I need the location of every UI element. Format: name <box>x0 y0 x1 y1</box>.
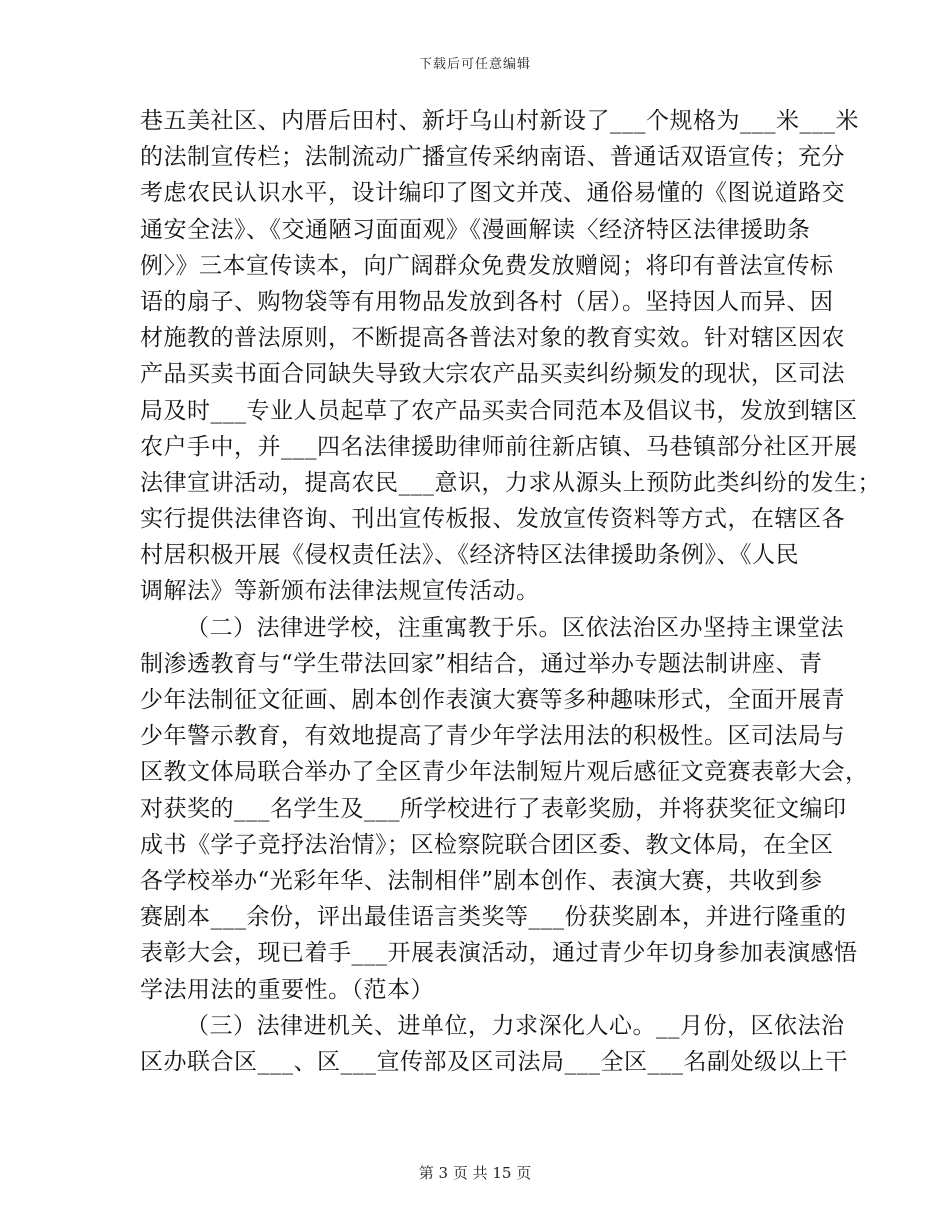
text-line: 农户手中，并___四名法律援助律师前往新店镇、马巷镇部分社区开展 <box>140 433 858 460</box>
paragraph-start-line: （三）法律进机关、进单位，力求深化人心。__月份，区依法治 <box>186 1012 845 1039</box>
text-line: 制渗透教育与“学生带法回家”相结合，通过举办专题法制讲座、青 <box>140 650 823 677</box>
text-line: 产品买卖书面合同缺失导致大宗农产品买卖纠纷频发的现状，区司法 <box>140 361 845 388</box>
text-line: 考虑农民认识水平，设计编印了图文并茂、通俗易懂的《图说道路交 <box>140 180 845 207</box>
text-line: 材施教的普法原则，不断提高各普法对象的教育实效。针对辖区因农 <box>140 325 845 352</box>
document-body <box>140 103 881 1080</box>
text-line: 实行提供法律咨询、刊出宣传板报、发放宣传资料等方式，在辖区各 <box>140 506 845 533</box>
text-line: 少年警示教育，有效地提高了青少年学法用法的积极性。区司法局与 <box>140 723 845 750</box>
text-line: 巷五美社区、内厝后田村、新圩乌山村新设了___个规格为___米___米 <box>140 108 859 134</box>
text-line: 语的扇子、购物袋等有用物品发放到各村（居）。坚持因人而异、因 <box>140 288 834 315</box>
text-line: 表彰大会，现已着手___开展表演活动，通过青少年切身参加表演感悟 <box>140 940 858 967</box>
text-line: 调解法》等新颁布法律法规宣传活动。 <box>140 578 540 605</box>
text-line: 例〉》三本宣传读本，向广阔群众免费发放赠阅；将印有普法宣传标 <box>140 252 834 279</box>
page-footer: 第 3 页 共 15 页 <box>418 1164 532 1182</box>
text-line: 区教文体局联合举办了全区青少年法制短片观后感征文竞赛表彰大会， <box>140 759 869 786</box>
text-line: 村居积极开展《侵权责任法》、《经济特区法律援助条例》、《人民 <box>140 542 799 569</box>
text-line: 区办联合区___、区___宣传部及区司法局___全区___名副处级以上干 <box>140 1048 848 1075</box>
text-line: 赛剧本___余份，评出最佳语言类奖等___份获奖剧本，并进行隆重的 <box>140 904 847 931</box>
text-line: 的法制宣传栏；法制流动广播宣传采纳南语、普通话双语宣传；充分 <box>140 144 845 171</box>
text-line: 各学校举办“光彩年华、法制相伴”剧本创作、表演大赛，共收到参 <box>140 867 823 894</box>
text-line: 学法用法的重要性。（范本） <box>140 976 434 1003</box>
text-line: 法律宣讲活动，提高农民___意识，力求从源头上预防此类纠纷的发生； <box>140 469 881 496</box>
page-header: 下载后可任意编辑 <box>418 57 531 72</box>
text-line: 成书《学子竞抒法治情》；区检察院联合团区委、教文体局，在全区 <box>140 831 834 858</box>
paragraph-start-line: （二）法律进学校，注重寓教于乐。区依法治区办坚持主课堂法 <box>186 614 844 641</box>
text-line: 局及时___专业人员起草了农产品买卖合同范本及倡议书，发放到辖区 <box>140 397 858 424</box>
text-line: 少年法制征文征画、剧本创作表演大赛等多种趣味形式，全面开展青 <box>140 687 845 713</box>
text-line: 通安全法》、《交通陋习面面观》《漫画解读〈经济特区法律援助条 <box>140 216 811 243</box>
text-line: 对获奖的___名学生及___所学校进行了表彰奖励，并将获奖征文编印 <box>140 795 847 822</box>
